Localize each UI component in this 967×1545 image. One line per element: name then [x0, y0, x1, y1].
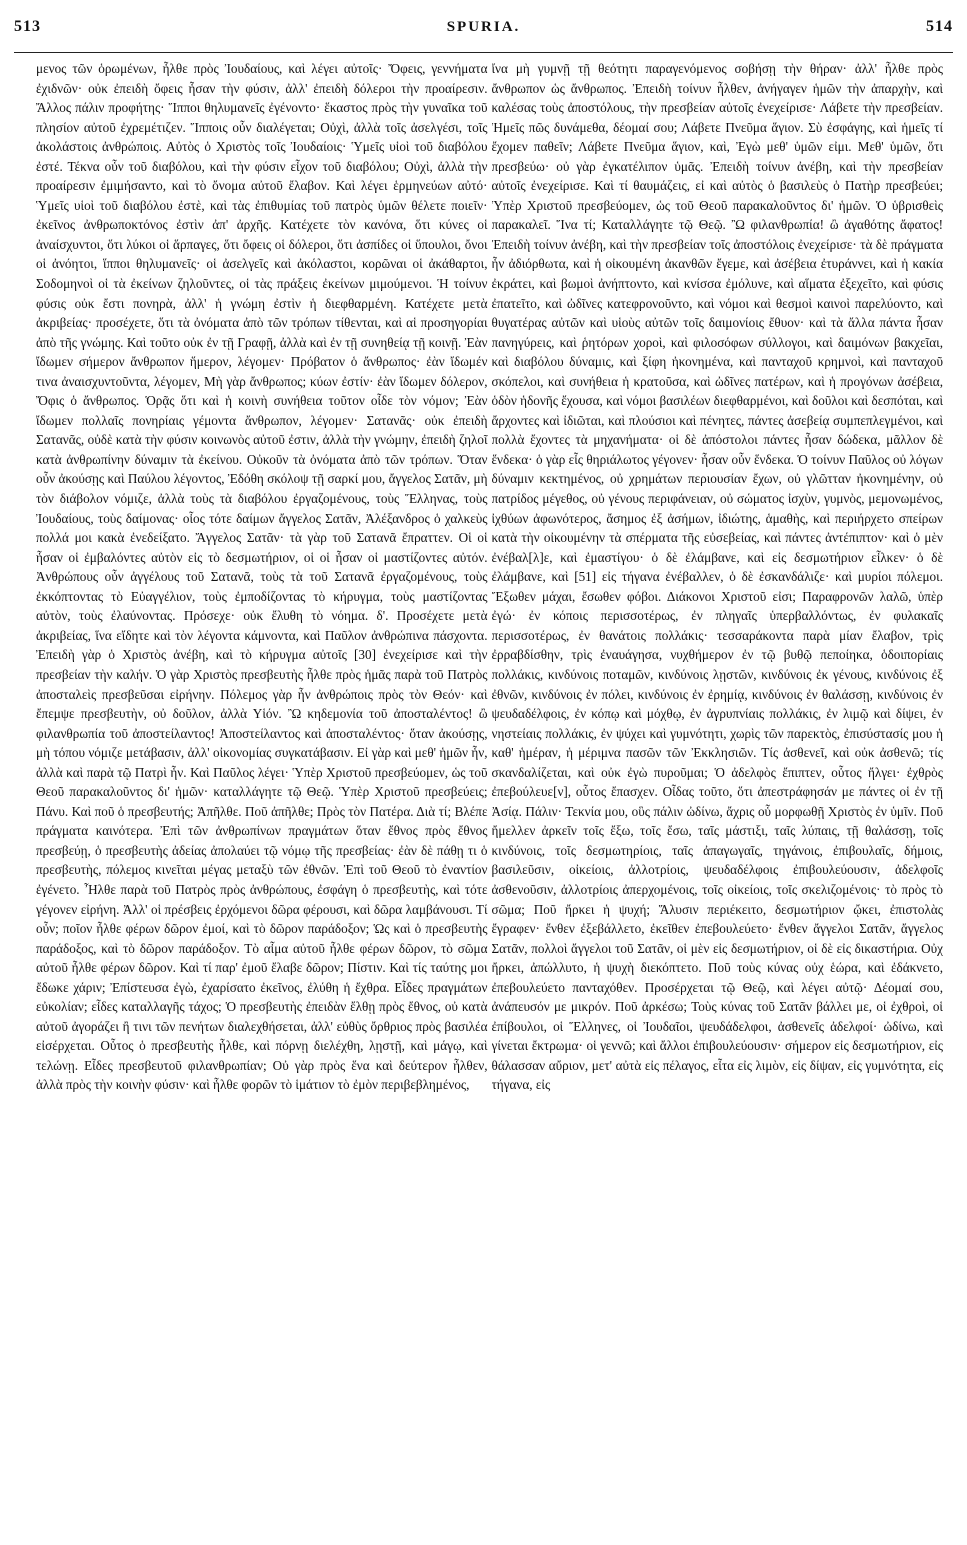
- text-columns: [14, 59, 953, 1529]
- left-column: [14, 59, 492, 1529]
- running-head: [14, 0, 953, 52]
- header-rule: [14, 52, 953, 53]
- left-page-number: 513: [14, 18, 41, 35]
- left-column-text: μενος τῶν ὁρωμένων, ἦλθε πρὸς Ἰουδαίους, καὶ λέγει αὐτοῖς· Ὄφεις, γεννήματα ἐχιδνῶν· οὐκ ἐπειδὴ ὄφεις ἦσαν τὴν φύσιν, ἀλλ' ἐπειδὴ δόλεροι τὴν προαίρεσιν. Ἄλλος πάλιν προφήτης· Ἵπποι θηλυμανεῖς ἐγένοντο· ἕκαστος πρὸς τὴν γυναῖκα τοῦ πλησίον αὐτοῦ ἐχρεμέτιζεν. Ἵπποις οὖν διαλέγεται; Οὐχὶ, ἀλλὰ τοῖς ἀσελγέσι, τοῖς ἀκολάστοις ἀνθρώποις. Αὐτὸς ὁ Χριστὸς τοῖς Ἰουδαίοις· Ὑμεῖς υἱοὶ τοῦ διαβόλου ἐστέ. Τέκνα οὖν τοῦ διαβόλου, καὶ τὴν φύσιν εἶχον τοῦ διαβόλου; Οὐχὶ, ἀλλὰ τὴν προαίρεσιν ἐμιμήσαντο, καὶ τὸ ὄνομα αὐτοῦ ἔλαβον. Καὶ λέγει ἑρμηνεύων αὐτό· Ὑμεῖς υἱοὶ τοῦ διαβόλου ἐστὲ, καὶ τὰς ἐπιθυμίας τοῦ πατρὸς ὑμῶν θέλετε ποιεῖν· ἐκεῖνος ἀνθρωποκτόνος ἐστὶν ἀπ' ἀρχῆς. Κατέχετε τὸν κανόνα, ὅτι κύνες οἱ ἀναίσχυντοι, ὅτι λύκοι οἱ ἅρπαγες, ὅτι ὄφεις οἱ δόλεροι, ὅτι ἀσπίδες οἱ ὕπουλοι, ὄνοι οἱ ἀνόητοι, ἵπποι θηλυμανεῖς· οἱ ἀσελγεῖς καὶ ἀκόλαστοι, κορῶναι οἱ ἀκάθαρτοι, Σοδομηνοὶ οἱ τὰ ἐκείνων ζηλοῦντες, οἱ τὰς πράξεις ἐκείνων μιμούμενοι. Ἡ τοίνυν φύσις οὐκ ἔστι πονηρὰ, ἀλλ' ἡ γνώμη ἐστὶν ἡ διεφθαρμένη. Κατέχετε μετὰ ἀκριβείας· προσέχετε, ὅτι τὰ ὀνόματα ἀπὸ τῶν τρόπων τίθενται, καὶ αἱ προσηγορίαι ἀπὸ τῆς γνώμης. Καὶ τοῦτο οὐκ ἐν τῇ Γραφῇ, ἀλλὰ καὶ ἐν τῇ συνηθείᾳ τῇ κοινῇ. Ἐὰν ἴδωμεν σήμερον ἄνθρωπον ἥμερον, λέγομεν· Πρόβατον ὁ ἄνθρωπος· ἐὰν ἴδωμέν τινα ἀναισχυντοῦντα, λέγομεν, Μὴ γὰρ ἄνθρωπος; κύων ἐστίν· ἐὰν ἴδωμεν δόλερον, Ὄφις ὁ ἄνθρωπος. Ὁρᾷς ὅτι καὶ ἡ κοινὴ συνήθεια τοῦτον οἶδε τὸν νόμον; Ἐὰν ἴδωμεν πολλαῖς πονηρίαις γέμοντα ἄνθρωπον, λέγομεν· Σατανᾶς· οὐκ ἐπειδὴ Σατανᾶς, οὐδὲ κατὰ τὴν φύσιν κοινωνὸς αὐτοῦ ἐστιν, ἀλλὰ τὴν γνώμην, ἐπειδὴ ζηλοῖ κατὰ ἀνθρωπίνην δύναμιν τὰ ἐκείνου. Οὐκοῦν τὰ ὀνόματα ἀπὸ τῶν τρόπων. Ὅταν οὖν ἀκούσῃς καὶ Παύλου λέγοντος, Ἐδόθη σκόλοψ τῇ σαρκί μου, ἄγγελος Σατᾶν, μὴ τὸν διάβολον νόμιζε, ἀλλὰ τοὺς τὰ διαβόλου ἐργαζομένους, τοὺς Ἕλληνας, τοὺς Ἰουδαίους, τοὺς δαίμονας· οἷος τότε δαίμων ἄγγελος Σατᾶν, Ἀλέξανδρος ὁ χαλκεὺς πολλά μοι κακὰ ἐνεδείξατο. Ἄγγελος Σατᾶν· τὰ γὰρ τοῦ Σατανᾶ ἔπραττεν. Οἱ οἱ ἦσαν οἱ ἐμβαλόντες αὐτὸν εἰς τὸ δεσμωτήριον, οἱ οἱ ἦσαν οἱ μαστίζοντες αὐτόν. Ἀνθρώπους οὖν ἀγγέλους τοῦ Σατανᾶ, τοὺς τὰ τοῦ Σατανᾶ ἐργαζομένους, τοὺς ἐκκόπτοντας τὸ Εὐαγγέλιον, τοὺς ἐμποδίζοντας τὸ κήρυγμα, τοὺς μαστίζοντας αὐτὸν, τοὺς ἐλαύνοντας. Πρόσεχε· οὐκ ἔλυθη τὸ νόημα. δ'. Προσέχετε μετὰ ἀκριβείας, ἵνα εἴδητε καὶ τὸν λέγοντα κάμνοντα, καὶ Παῦλον ἀνθρώπινα πάσχοντα. Ἐπειδὴ γὰρ ὁ Χριστὸς ἀνέβη, καὶ τὸ κήρυγμα αὐτοῖς [30] ἐνεχείρισε καὶ τὴν πρεσβείαν τὴν καλήν. Ὁ γὰρ Χριστὸς πρεσβευτὴς ἦλθε πρὸς ἡμᾶς παρὰ τοῦ Πατρὸς ἀποσταλεὶς πρεσβεῦσαι εἰρήνην. Πόλεμος γὰρ ἦν ἀνθρώποις πρὸς τὸν Θεόν· καὶ ἔπεμψε πρεσβευτὴν, οὐ δοῦλον, ἀλλὰ Υἱόν. Ὢ κηδεμονία τοῦ ἀποσταλέντος! ὢ φιλανθρωπία τοῦ ἀποστείλαντος! Ἀποστείλαντος καὶ ἀποσταλέντος· ὅταν ἀκούσῃς, μὴ τόπου νόμιζε μετάβασιν, ἀλλ' οἰκονομίας συγκατάβασιν. Εἰ γὰρ καὶ μεθ' ἡμῶν ἦν, ἀλλὰ καὶ παρὰ τῷ Πατρὶ ἦν. Καὶ Παῦλος λέγει· Ὑπὲρ Χριστοῦ πρεσβεύομεν, ὡς τοῦ Θεοῦ παρακαλοῦντος δι' ἡμῶν· καταλλάγητε τῷ Θεῷ. Ὑπὲρ Χριστοῦ πρεσβεύεις; Πάνυ. Καὶ ποῦ ὁ πρεσβευτής; Ἀπῆλθε. Ποῦ ἀπῆλθε; Πρὸς τὸν Πατέρα. Διὰ τί; Βλέπε πράγματα καινότερα. Ἐπὶ τῶν ἀνθρωπίνων πραγμάτων ὅταν ἔθνος πρὸς ἔθνος πρεσβεύῃ, ὁ πρεσβευτὴς ἀδείας ἀπολαύει τῷ νόμῳ τῆς πρεσβείας· ἐὰν δὲ πάθῃ τι ὁ πρεσβευτὴς, πόλεμος κινεῖται μέγας μεταξὺ τῶν ἐθνῶν. Ἐπὶ τοῦ Θεοῦ τὸ ἐναντίον ἐγένετο. Ἦλθε παρὰ τοῦ Πατρὸς πρὸς ἀνθρώπους, ἐσφάγη ὁ πρεσβευτὴς, καὶ τότε γέγονεν εἰρήνη. Ἀλλ' οἱ πρέσβεις ἐρχόμενοι δῶρα φέρουσι, καὶ δῶρα λαμβάνουσι. Τί οὖν; ποῖον ἦλθε φέρων δῶρον ἐμοί, καὶ τὸ δῶρον παράδοξον; Ὡς καὶ ὁ πρεσβευτὴς παράδοξος, καὶ τὸ δῶρον παράδοξον. Τὸ αἷμα αὐτοῦ ἦλθε φέρων δῶρον, τὸ σῶμα αὐτοῦ ἦλθε φέρων δῶρον. Καὶ τί παρ' ἐμοῦ ἔλαβε δῶρον; Πίστιν. Καὶ τίς ταύτης μοι ἔδωκε χάριν; Ἐπίστευσα ἐγὼ, ἐχαρίσατο ἐκεῖνος, ἐλύθη ἡ ἔχθρα. Εἶδες πραγμάτων εὐκολίαν; εἶδες καταλλαγῆς τάχος; Ὁ πρεσβευτὴς ἐπειδὰν ἔλθῃ πρὸς ἔθνος, οὐ κατὰ αὐτοῦ ἀγοράζει ἢ τινι τῶν πενήτων διαλεχθήσεται, ἀλλ' εὐθὺς ὄρθριος πρὸς βασιλέα εἰσέρχεται. Οὗτος ὁ πρεσβευτὴς ἦλθε, καὶ πόρνῃ διελέχθη, λῃστῇ, καὶ μάγῳ, καὶ τελώνῃ. Εἶδες πρεσβευτοῦ φιλανθρωπίαν; Οὐ γὰρ πρὸς ἕνα καὶ δεύτερον ἦλθεν, ἀλλὰ πρὸς τὴν κοινὴν φύσιν· καὶ ἦλθε φορῶν τὸ ἱμάτιον τὸ ἐμὸν περιβεβλημένος,: [36, 61, 488, 1093]
- right-column-text: ἵνα μὴ γυμνῇ τῇ θεότητι παραγενόμενος σοβήσῃ τὴν θήραν· ἀλλ' ἦλθε πρὸς ἄνθρωπον ὡς ἄνθρωπος. Ἐπειδὴ τοίνυν ἦλθεν, ἀνήγαγεν ἡμῶν τὴν ἀπαρχὴν, καὶ καλέσας τοὺς ἀποστόλους, τὴν πρεσβείαν αὐτοῖς ἐνεχείρισε· Λάβετε τὴν πρεσβείαν. Ἡμεῖς πῶς δυνάμεθα, δέομαί σου; Λάβετε Πνεῦμα ἅγιον. Σὺ ἐσφάγης, καὶ ἡμεῖς τί ἔχομεν παθεῖν; Λάβετε Πνεῦμα ἅγιον, καὶ, Ἐγὼ μεθ' ὑμῶν εἰμι. Μεθ' ὑμῶν, ὅτι πρεσβεύω· οὐ γὰρ ἐγκατέλιπον ὑμᾶς. Ἐπειδὴ τοίνυν ἀνέβη, καὶ τὴν πρεσβείαν αὐτοῖς ἐνεχείρισε. Καὶ τί θαυμάζεις, εἰ καὶ αὐτὸς ὁ βασιλεὺς ὁ Πατὴρ πρεσβεύει; Ὑπὲρ Χριστοῦ πρεσβεύομεν, ὡς τοῦ Θεοῦ παρακαλοῦντος δι' ἡμῶν. Ὁ ὑβρισθεὶς παρακαλεῖ. Ἵνα τί; Καταλλάγητε τῷ Θεῷ. Ὢ φιλανθρωπία! ὢ ἀγαθότης ἄφατος! Ἐπειδὴ τοίνυν ἀνέβη, καὶ τὴν πρεσβείαν τοῖς ἀποστόλοις ἐνεχείρισε· τὰ δὲ πράγματα ἦν ἀδιόρθωτα, καὶ ἡ οἰκουμένη ἀκανθῶν ἔγεμε, καὶ ἀσέβεια ἐτυράννει, καὶ ἡ κακία ἐκράτει, καὶ βωμοὶ ἀνήπτοντο, καὶ κνίσσα ἐμόλυνε, καὶ αἵματα ἐξεχεῖτο, καὶ φύσις ἐπατεῖτο, καὶ ὠδῖνες κατεφρονοῦντο, καὶ νόμοι καὶ θεσμοὶ καινοὶ παρελύοντο, καὶ θυγατέρας αὐτῶν καὶ υἱοὺς αὐτῶν τοῖς δαιμονίοις ἔθυον· καὶ τὰ ἄλλα πάντα ἦσαν πανηγύρεις, καὶ ῥητόρων χοροὶ, καὶ φιλοσόφων σύλλογοι, καὶ δαιμόνων βακχεῖαι, καὶ διαβόλου δύναμις, καὶ ξίφη ἠκονημένα, καὶ πανταχοῦ κρημνοὶ, καὶ πανταχοῦ σκόπελοι, καὶ συνήθεια ἡ κρατοῦσα, καὶ ὠδῖνες πατέρων, καὶ ἡ προγόνων ἀσέβεια, ὁδὸν ἡδονῆς ἔχουσα, καὶ νόμοι βασιλέων διεφθαρμένοι, καὶ δοῦλοι καὶ δεσπόται, καὶ ἄρχοντες καὶ ἰδιῶται, καὶ πλούσιοι καὶ πένητες, πάντες ἀσεβείᾳ συμπεπλεγμένοι, καὶ πολλὰ ἔχοντες τὰ μηχανήματα· οἱ δὲ ἀπόστολοι πάντες ἦσαν δώδεκα, μᾶλλον δὲ ἕνδεκα· ὁ γὰρ εἷς θηριάλωτος γέγονεν· ἦσαν οὖν ἕνδεκα. Ὁ τοίνυν Παῦλος οὐ λόγων δύναμιν κεκτημένος, οὐ χρημάτων περιουσίαν ἔχων, οὐ γλῶτταν ἠκονημένην, οὐ πατρίδος μέγεθος, οὐ γένους περιφάνειαν, οὐ σώματος ἰσχὺν, γυμνὸς, μεμονωμένος, ἰχθύων ἀφωνότερος, ἄσημος ἐξ ἀσήμων, ἰδιώτης, ἁμαθὴς, καὶ περιήρχετο σπείρων κατὰ τὴν οἰκουμένην τὰ σπέρματα τῆς εὐσεβείας, καὶ πάντες ἀντέπιπτον· καὶ ὁ μὲν ἐνέβαλ[λ]ε, καὶ ἐμαστίγου· ὁ δὲ ἐλάμβανε, καὶ εἰς δεσμωτήριον εἷλκεν· ὁ δὲ ἐλάμβανε, καὶ [51] εἰς τήγανα ἐνέβαλλεν, ὁ δὲ ἐσκανδάλιζε· καὶ μυρίοι πόλεμοι. Ἔξωθεν μάχαι, ἔσωθεν φόβοι. Διάκονοι Χριστοῦ εἰσι; Παραφρονῶν λαλῶ, ὑπὲρ ἐγώ· ἐν κόποις περισσοτέρως, ἐν πληγαῖς ὑπερβαλλόντως, ἐν φυλακαῖς περισσοτέρως, ἐν θανάτοις πολλάκις· τεσσαράκοντα παρὰ μίαν ἔλαβον, τρὶς ἐρραβδίσθην, τρὶς ἐναυάγησα, νυχθήμερον ἐν τῷ βυθῷ πεποίηκα, ὁδοιπορίαις πολλάκις, κινδύνοις ποταμῶν, κινδύνοις λῃστῶν, κινδύνοις ἐκ γένους, κινδύνοις ἐξ ἐθνῶν, κινδύνοις ἐν πόλει, κινδύνοις ἐν ἐρημίᾳ, κινδύνοις ἐν θαλάσσῃ, κινδύνοις ἐν ψευδαδέλφοις, ἐν κόπῳ καὶ μόχθῳ, ἐν ἀγρυπνίαις πολλάκις, ἐν λιμῷ καὶ δίψει, ἐν νηστείαις πολλάκις, ἐν ψύχει καὶ γυμνότητι, χωρὶς τῶν παρεκτὸς, ἐπισύστασίς μου ἡ καθ' ἡμέραν, ἡ μέριμνα πασῶν τῶν Ἐκκλησιῶν. Τίς ἀσθενεῖ, καὶ οὐκ ἀσθενῶ; τίς σκανδαλίζεται, καὶ οὐκ ἐγὼ πυροῦμαι; Ὁ ἀδελφὸς ἔπιπτεν, οὗτος ἤλγει· ἐχθρὸς ἐπεβούλευε[ν], οὗτος ἔπασχεν. Οἶδας τοῦτο, ὅτι ἀπεστράφησάν με πάντες οἱ ἐν τῇ Ἀσίᾳ. Πάλιν· Τεκνία μου, οὓς πάλιν ὠδίνω, ἄχρις οὗ μορφωθῇ Χριστὸς ἐν ὑμῖν. Ποῦ ἤμελλεν ἀρκεῖν τοῖς ἔξω, τοῖς ἔσω, ταῖς μάστιξι, ταῖς λύπαις, τῇ θαλάσσῃ, τοῖς κινδύνοις, τοῖς δεσμωτηρίοις, ταῖς ἀπαγωγαῖς, τηγάνοις, ἐπιβουλαῖς, δήμοις, βασιλεῦσιν, οἰκείοις, ἀλλοτρίοις, ψευδαδέλφοις ἐπιβουλεύουσιν, ἀδελφοῖς ἀσθενοῦσιν, ἀλλοτρίοις ἀπερχομένοις, τοῖς οἰκείοις, τοῖς σκελιζομένοις· τὸ πρὸς τὸ σῶμα; Ποῦ ἤρκει ἡ ψυχή; Ἅλυσιν περιέκειτο, δεσμωτήριον ᾤκει, ἐπιστολὰς ἔγραφεν· ἔνθεν ἐξεβάλλετο, ἐκεῖθεν ἐπεβουλεύετο· ἔνθεν ἄγγελοι Σατᾶν, ἄγγελος Σατᾶν, πολλοὶ ἄγγελοι τοῦ Σατᾶν, οἱ μὲν εἰς δεσμωτήριον, οἱ δὲ εἰς δικαστήρια. Οὐχ ἤρκει, ἀπώλλυτο, ἡ ψυχὴ διεκόπτετο. Ποῦ τοὺς κύνας οὐχ ἑώρα, καὶ ἐδάκνετο, ἐπεβουλεύετο πανταχόθεν. Προσέρχεται τῷ Θεῷ, καὶ λέγει αὐτῷ· Δέομαί σου, ἀνάπευσόν με μικρόν. Ποῦ ἀρκέσω; Τοὺς κύνας τοῦ Σατᾶν βάλλει με, οἱ ἐχθροὶ, οἱ ἐπίβουλοι, οἱ Ἕλληνες, οἱ Ἰουδαῖοι, ψευδάδελφοι, ἀσθενεῖς ἀδελφοί· ὠδίνω, καὶ γίνεται ἔκτρωμα· οἱ γεννῶ; καὶ ἄλλοι ἐπιβουλεύουσιν· σήμερον εἰς δεσμωτήριον, εἰς θάλασσαν αὔριον, μετ' αὐτὰ εἰς πέλαγος, εἶτα εἰς λιμὸν, εἰς δίψαν, εἰς γυμνότητα, εἰς τήγανα, εἰς: [491, 61, 943, 1093]
- running-title: SPURIA.: [446, 19, 521, 35]
- right-column: [492, 59, 954, 1529]
- right-page-number: 514: [926, 18, 953, 35]
